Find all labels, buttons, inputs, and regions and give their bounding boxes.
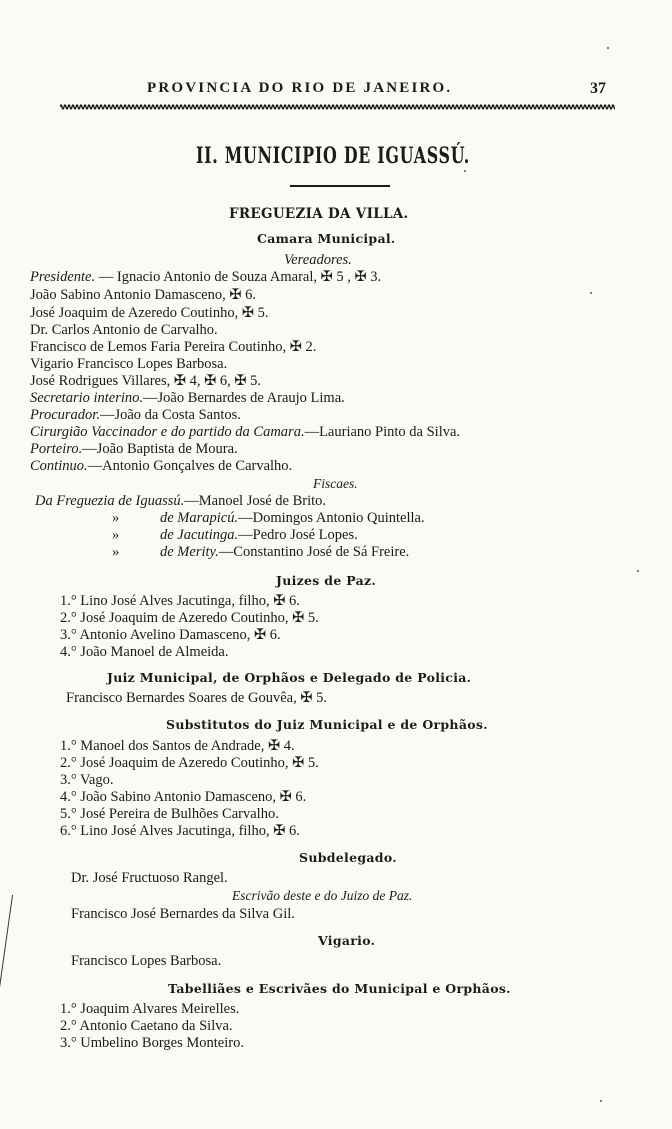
vigario-heading: Vigario. (318, 933, 376, 948)
vereador-line: José Rodrigues Villares, ✠ 4, ✠ 6, ✠ 5. (30, 373, 262, 389)
secretario-text: —João Bernardes de Araujo Lima. (143, 390, 345, 406)
vereadores-heading: Vereadores. (284, 252, 352, 268)
continuo-text: —Antonio Gonçalves de Carvalho. (87, 458, 293, 474)
fiscal-text: —Pedro José Lopes. (238, 527, 358, 543)
juiz-paz-item: 1.° Lino José Alves Jacutinga, filho, ✠ 6. (60, 593, 300, 609)
ditto-mark: » (112, 527, 120, 543)
vigario-name: Francisco Lopes Barbosa. (71, 953, 222, 969)
paper-speck (637, 570, 639, 572)
fiscal-line (160, 544, 409, 560)
fiscal-text: —Domingos Antonio Quintella. (238, 510, 425, 526)
tabelliao-item: 2.° Antonio Caetano da Silva. (60, 1018, 233, 1034)
secretario-label: Secretario interino. (30, 390, 144, 406)
camara-heading: Camara Municipal. (257, 231, 396, 246)
vereador-line: Vigario Francisco Lopes Barbosa. (30, 356, 228, 372)
tabelliaes-heading: Tabelliães e Escrivães do Municipal e Orphãos. (168, 981, 511, 996)
paper-speck (464, 170, 466, 172)
title-rule (290, 185, 390, 187)
subdelegado-name: Dr. José Fructuoso Rangel. (71, 870, 228, 886)
escrivao-name: Francisco José Bernardes da Silva Gil. (71, 906, 295, 922)
paper-speck (607, 47, 609, 49)
vereador-line: Francisco de Lemos Faria Pereira Coutinho, ✠ 2. (30, 339, 317, 355)
continuo-label: Continuo. (30, 458, 88, 474)
fiscal-label: de Marapicú. (160, 510, 239, 526)
procurador-text: —João da Costa Santos. (99, 407, 241, 423)
procurador-label: Procurador. (30, 407, 100, 423)
cirurgiao-label: Cirurgião Vaccinador e do partido da Camara. (30, 424, 305, 440)
ditto-mark: » (112, 510, 120, 526)
cirurgiao-text: —Lauriano Pinto da Silva. (304, 424, 461, 440)
fiscal-label: de Jacutinga. (160, 527, 239, 543)
fiscal-line (35, 493, 326, 509)
escrivao-heading: Escrivão deste e do Juizo de Paz. (232, 888, 413, 903)
secretario-line (30, 390, 345, 406)
subdelegado-heading: Subdelegado. (299, 850, 397, 865)
substituto-item: 2.° José Joaquim de Azeredo Coutinho, ✠ 5. (60, 755, 319, 771)
tabelliao-item: 3.° Umbelino Borges Monteiro. (60, 1035, 244, 1051)
ditto-mark: » (112, 544, 120, 560)
paper-speck (590, 292, 592, 294)
substituto-item: 5.° José Pereira de Bulhões Carvalho. (60, 806, 279, 822)
tabelliao-item: 1.° Joaquim Alvares Meirelles. (60, 1001, 240, 1017)
continuo-line (30, 458, 292, 474)
juizes-paz-heading: Juizes de Paz. (276, 573, 377, 588)
presidente-label: Presidente. (30, 269, 96, 285)
margin-pen-mark (0, 895, 16, 995)
juiz-municipal-heading: Juiz Municipal, de Orphãos e Delegado de Policia. (107, 670, 472, 685)
fiscal-text: —Constantino José de Sá Freire. (218, 544, 410, 560)
parish-title: FREGUEZIA DA VILLA. (229, 206, 409, 222)
fiscal-label: Da Freguezia de Iguassú. (35, 493, 185, 509)
fiscal-label: de Merity. (160, 544, 219, 560)
paper-speck (600, 1100, 602, 1102)
juiz-paz-item: 2.° José Joaquim de Azeredo Coutinho, ✠ 5. (60, 610, 319, 626)
porteiro-text: —João Baptista de Moura. (82, 441, 238, 457)
running-title: PROVINCIA DO RIO DE JANEIRO. (147, 80, 453, 96)
page-number: 37 (590, 80, 606, 97)
substitutos-heading: Substitutos do Juiz Municipal e de Orphãos. (166, 717, 488, 732)
fiscal-text: —Manoel José de Brito. (184, 493, 327, 509)
section-title: II. MUNICIPIO DE IGUASSÚ. (196, 143, 471, 169)
substituto-item: 1.° Manoel dos Santos de Andrade, ✠ 4. (60, 738, 295, 754)
porteiro-label: Porteiro. (30, 441, 83, 457)
substituto-item: 3.° Vago. (60, 772, 114, 788)
fiscaes-heading: Fiscaes. (313, 476, 358, 491)
juiz-paz-item: 3.° Antonio Avelino Damasceno, ✠ 6. (60, 627, 281, 643)
fiscal-line (160, 527, 358, 543)
juiz-paz-item: 4.° João Manoel de Almeida. (60, 644, 229, 660)
vereador-line: José Joaquim de Azeredo Coutinho, ✠ 5. (30, 305, 269, 321)
presidente-line (30, 269, 381, 285)
presidente-text: — Ignacio Antonio de Souza Amaral, ✠ 5 , ✠ 3. (95, 269, 382, 285)
vereador-line: João Sabino Antonio Damasceno, ✠ 6. (30, 287, 256, 303)
fiscal-line (160, 510, 425, 526)
juiz-municipal-name: Francisco Bernardes Soares de Gouvêa, ✠ 5. (66, 690, 327, 706)
wavy-rule (60, 103, 615, 111)
substituto-item: 4.° João Sabino Antonio Damasceno, ✠ 6. (60, 789, 307, 805)
vereador-line: Dr. Carlos Antonio de Carvalho. (30, 322, 218, 338)
substituto-item: 6.° Lino José Alves Jacutinga, filho, ✠ 6. (60, 823, 300, 839)
procurador-line (30, 407, 241, 423)
cirurgiao-line (30, 424, 460, 440)
porteiro-line (30, 441, 238, 457)
